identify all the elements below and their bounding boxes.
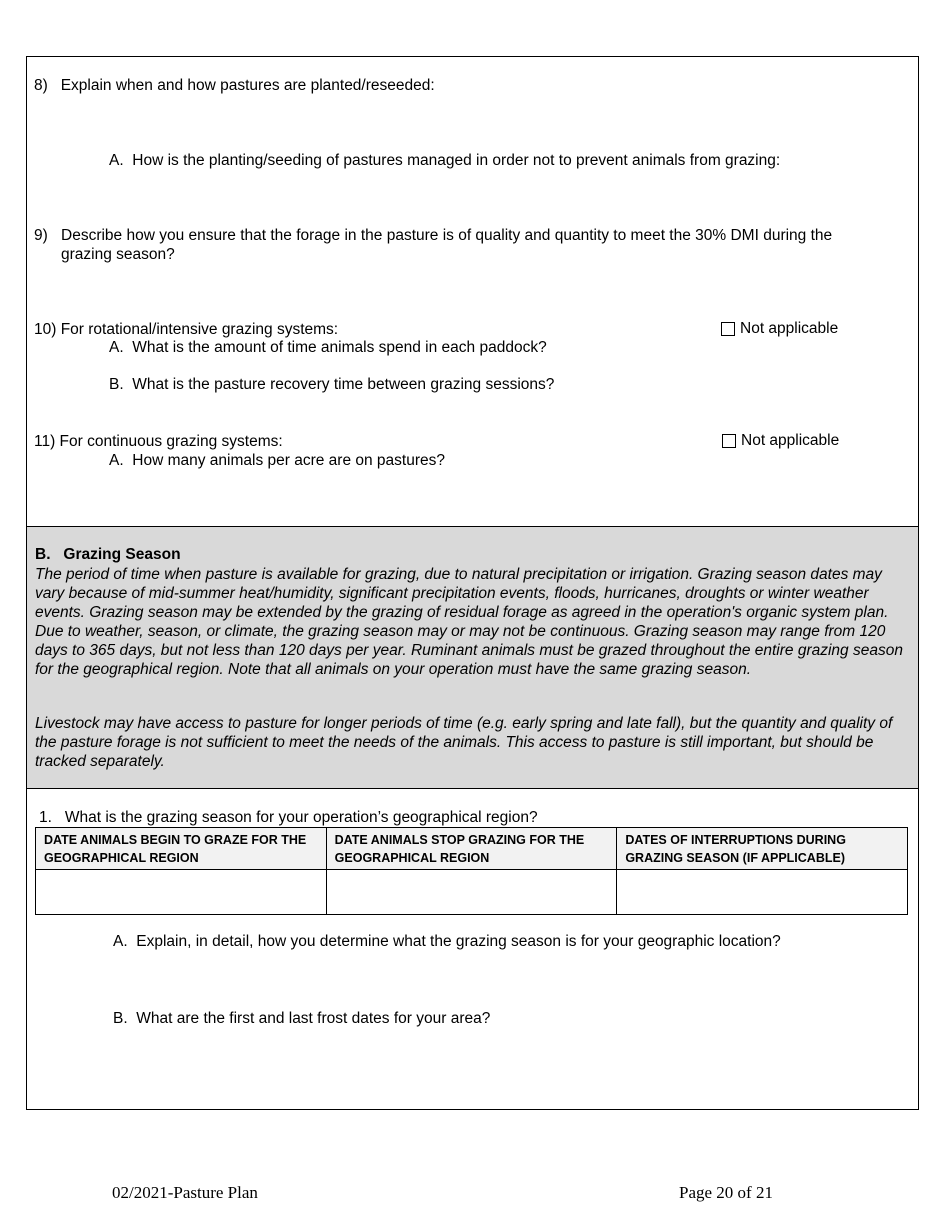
footer-form-id: 02/2021-Pasture Plan bbox=[112, 1183, 258, 1202]
question-11: 11) For continuous grazing systems: bbox=[34, 433, 283, 450]
section-b-title: B. Grazing Season bbox=[35, 546, 181, 563]
grazing-season-section bbox=[27, 526, 918, 789]
section-b-paragraph-1: The period of time when pasture is available for grazing, due to natural precipitation or irrigation. Grazing season dates may vary because of mid-summer heat/humidity, significant precipitation events, floods, hurricanes, droughts or winter weather events. Grazing season may be extended by the grazing of residual forage as agreed in the operation's organic system plan. Due to weather, season, or climate, the grazing season may or may not be continuous. Grazing season may range from 120 days to 365 days, but not less than 120 days per year. Ruminant animals must be grazed throughout the entire grazing season for the geographical region. Note that all animals on your operation must have the same grazing season. bbox=[35, 566, 903, 678]
table-header-stop: DATE ANIMALS STOP GRAZING FOR THE GEOGRAPHICAL REGION bbox=[326, 828, 617, 870]
q10-not-applicable[interactable] bbox=[721, 320, 838, 338]
interruptions-cell[interactable] bbox=[617, 870, 908, 915]
question-9-number: 9) bbox=[34, 227, 48, 244]
q11-not-applicable-label: Not applicable bbox=[741, 432, 840, 449]
question-9: Describe how you ensure that the forage in the pasture is of quality and quantity to meet the 30% DMI during the grazing season? bbox=[61, 227, 833, 263]
footer-page-number: Page 20 of 21 bbox=[679, 1183, 773, 1202]
question-11a: A. How many animals per acre are on pastures? bbox=[109, 452, 445, 469]
question-10a: A. What is the amount of time animals spend in each paddock? bbox=[109, 339, 547, 356]
q11-not-applicable-checkbox[interactable] bbox=[722, 434, 736, 448]
q11-not-applicable[interactable] bbox=[722, 432, 839, 450]
table-header-begin: DATE ANIMALS BEGIN TO GRAZE FOR THE GEOGRAPHICAL REGION bbox=[36, 828, 327, 870]
grazing-question-1a: A. Explain, in detail, how you determine what the grazing season is for your geographic location? bbox=[113, 933, 781, 950]
question-8: 8) Explain when and how pastures are planted/reseeded: bbox=[34, 77, 435, 94]
begin-date-cell[interactable] bbox=[36, 870, 327, 915]
grazing-question-1b: B. What are the first and last frost dates for your area? bbox=[113, 1010, 491, 1027]
table-header-interruptions: DATES OF INTERRUPTIONS DURING GRAZING SEASON (IF APPLICABLE) bbox=[617, 828, 908, 870]
question-10: 10) For rotational/intensive grazing systems: bbox=[34, 321, 339, 338]
grazing-question-1: 1. What is the grazing season for your operation’s geographical region? bbox=[39, 809, 538, 826]
stop-date-cell[interactable] bbox=[326, 870, 617, 915]
grazing-season-table bbox=[35, 827, 908, 915]
q10-not-applicable-checkbox[interactable] bbox=[721, 322, 735, 336]
section-b-paragraph-2: Livestock may have access to pasture for longer periods of time (e.g. early spring and late fall), but the quantity and quality of the pasture forage is not sufficient to meet the needs of the animals. This access to pasture is still important, but should be tracked separately. bbox=[35, 715, 893, 770]
form-frame bbox=[26, 56, 919, 1110]
question-10b: B. What is the pasture recovery time between grazing sessions? bbox=[109, 376, 555, 393]
q10-not-applicable-label: Not applicable bbox=[740, 320, 839, 337]
question-8a: A. How is the planting/seeding of pastures managed in order not to prevent animals from grazing: bbox=[109, 152, 781, 169]
